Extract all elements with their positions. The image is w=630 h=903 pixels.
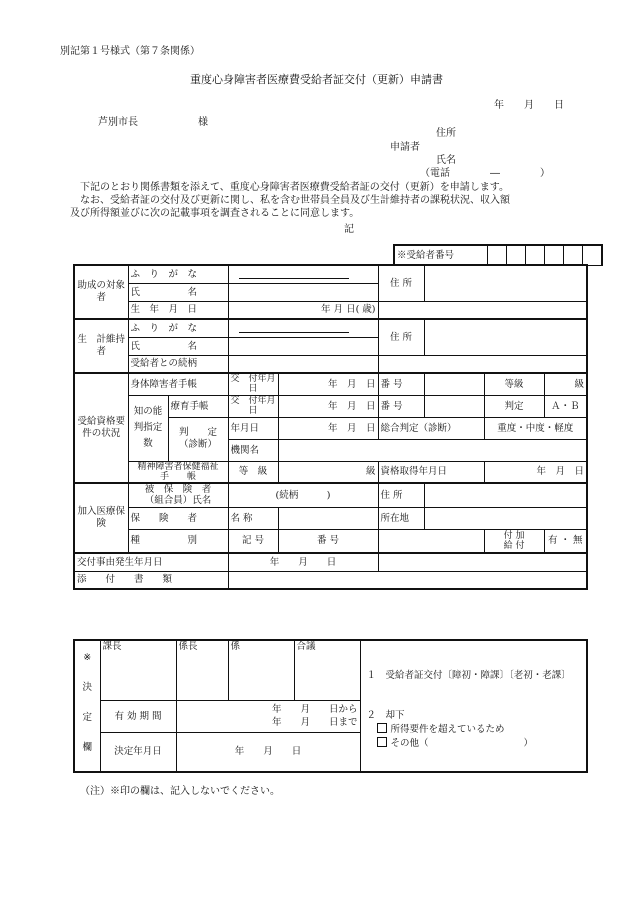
date-line: 年 月 日	[494, 100, 564, 111]
footnote: （注）※印の欄は、記入しないでください。	[80, 786, 280, 797]
overall-label: 総合判定（診断）	[378, 417, 484, 439]
hantei-diag-label: 判 定（診断）	[168, 417, 228, 461]
supporter-relation-label: 受給者との続柄	[128, 355, 228, 373]
recipient-number-cell[interactable]	[583, 245, 603, 265]
kigo-bango-field[interactable]	[378, 529, 484, 553]
mental-grade-label: 等 級	[228, 461, 278, 483]
form-number: 別記第１号様式（第７条関係）	[60, 46, 200, 57]
insurer-label: 保 険 者	[128, 507, 228, 529]
physical-book-label: 身体障害者手帳	[128, 373, 228, 395]
decision-options	[360, 640, 587, 772]
physical-number-field[interactable]	[424, 373, 484, 395]
hantei-date-label: 年月日	[228, 417, 278, 439]
supporter-name-label: 氏 名	[128, 337, 228, 355]
status-section-label: 受給資格要件の状況	[74, 373, 128, 483]
insurance-section-label: 加入医療保険	[74, 483, 128, 553]
recipient-number-label: ※受給者番号	[394, 245, 488, 265]
insured-relation[interactable]: (続柄 )	[228, 483, 378, 507]
kacho-stamp[interactable]: 課長	[100, 640, 176, 700]
ryoiku-issued-label: 交 付年月日	[228, 395, 278, 417]
ryoiku-judgement-field[interactable]: Ａ・Ｂ	[544, 395, 587, 417]
name-label: 氏名	[436, 155, 456, 166]
insured-label: 被 保 険 者 （組合員）氏名	[128, 483, 228, 507]
recipient-number-cell[interactable]	[507, 245, 526, 265]
addressee: 芦別市長 様	[98, 117, 208, 128]
intro-line-2: なお、受給者証の交付及び更新に関し、私を含む世帯員全員及び生計維持者の課税状況、収入額	[70, 195, 510, 206]
applicant-label: 申請者	[390, 142, 420, 153]
bango-label: 番 号	[278, 529, 378, 553]
address-label: 住所	[436, 128, 456, 139]
institution-field[interactable]	[278, 439, 587, 461]
physical-number-label: 番 号	[378, 373, 424, 395]
cause-date-field[interactable]: 年 月 日	[228, 553, 378, 571]
supporter-furigana-field[interactable]	[228, 319, 378, 337]
insurer-name-field[interactable]	[278, 507, 378, 529]
supporter-address-field[interactable]	[424, 319, 587, 355]
option-other[interactable]: その他（ ）	[367, 737, 581, 751]
additional-benefit-field[interactable]: 有 ・ 無	[544, 529, 587, 553]
checkbox-icon[interactable]	[377, 723, 387, 733]
institution-label: 機関名	[228, 439, 278, 461]
subject-furigana-label: ふ り が な	[128, 265, 228, 283]
intro-line-3: 及び所得額並びに次の記載事項を調査されることに同意します。	[70, 208, 360, 219]
qual-date-field[interactable]: 年 月 日	[484, 461, 587, 483]
recipient-number-cell[interactable]	[526, 245, 545, 265]
type-label: 種 別	[128, 529, 228, 553]
cause-extra	[378, 553, 587, 571]
recipient-number-box	[393, 244, 603, 266]
ryoiku-judgement-label: 判定	[484, 395, 544, 417]
subject-section-label: 助成の対象者	[74, 265, 128, 319]
physical-issued-date[interactable]: 年 月 日	[278, 373, 378, 395]
insurer-location-field[interactable]	[424, 507, 587, 529]
recipient-number-cell[interactable]	[488, 245, 507, 265]
form-title: 重度心身障害者医療費受給者証交付（更新）申請書	[190, 73, 443, 86]
ryoiku-number-label: 番 号	[378, 395, 424, 417]
recipient-number-cell[interactable]	[545, 245, 564, 265]
option-issue[interactable]: １ 受給者証交付〔障初・障課〕〔老初・老課〕	[366, 670, 571, 681]
supporter-furigana-label: ふ り が な	[128, 319, 228, 337]
cause-date-label: 交付事由発生年月日	[74, 553, 228, 571]
subject-address-label: 住 所	[378, 265, 424, 301]
option-income[interactable]: 所得要件を超えているため	[367, 723, 581, 737]
kakaricho-stamp[interactable]: 係長	[176, 640, 228, 700]
main-form-table	[73, 264, 588, 590]
decision-table	[73, 639, 588, 773]
qual-date-label: 資格取得年月日	[378, 461, 484, 483]
subject-birth-field[interactable]: 年 月 日( 歳)	[228, 301, 378, 319]
kigo-label: 記 号	[228, 529, 278, 553]
ki-label: 記	[344, 224, 354, 235]
option-reject[interactable]: ２ 却下	[366, 710, 405, 721]
hantei-date-field[interactable]: 年 月 日	[278, 417, 378, 439]
attached-field[interactable]	[228, 571, 587, 589]
severity-field[interactable]: 重度・中度・軽度	[484, 417, 587, 439]
recipient-number-cell[interactable]	[564, 245, 583, 265]
decision-date-label: 決定年月日	[100, 732, 176, 772]
validity-label: 有 効 期 間	[100, 700, 176, 732]
gougi-stamp[interactable]: 合議	[294, 640, 360, 700]
attached-label: 添 付 書 類	[74, 571, 228, 589]
insured-address-field[interactable]	[424, 483, 587, 507]
kakari-stamp[interactable]: 係	[228, 640, 294, 700]
physical-grade-label: 等級	[484, 373, 544, 395]
supporter-name-field[interactable]	[228, 337, 378, 355]
decision-date-field[interactable]: 年 月 日	[176, 732, 360, 772]
subject-birth-label: 生 年 月 日	[128, 301, 228, 319]
physical-issued-label: 交 付年月日	[228, 373, 278, 395]
decision-side-label: ※ 決 定 欄	[74, 640, 100, 772]
supporter-extra	[378, 355, 587, 373]
intellect-label: 知の能判指定数	[128, 395, 168, 461]
insurer-location-label: 所在地	[378, 507, 424, 529]
additional-benefit-label: 付 加 給 付	[484, 529, 544, 553]
validity-field[interactable]: 年 月 日から 年 月 日まで	[176, 700, 360, 732]
intro-line-1: 下記のとおり関係書類を添えて、重度心身障害者医療費受給者証の交付（更新）を申請します。	[70, 182, 509, 193]
insured-address-label: 住 所	[378, 483, 424, 507]
subject-name-field[interactable]	[228, 283, 378, 301]
phone-label: （電話 ― ）	[420, 168, 550, 179]
supporter-section-label: 生 計維持者	[74, 319, 128, 373]
mental-book-label: 精神障害者保健福祉 手 帳	[128, 461, 228, 483]
mental-grade-field[interactable]: 級	[278, 461, 378, 483]
supporter-relation-field[interactable]	[228, 355, 378, 373]
checkbox-icon[interactable]	[377, 737, 387, 747]
subject-name-label: 氏 名	[128, 283, 228, 301]
ryoiku-book-label: 療育手帳	[168, 395, 228, 417]
subject-address-field[interactable]	[424, 265, 587, 301]
subject-extra	[378, 301, 587, 319]
ryoiku-number-field[interactable]	[424, 395, 484, 417]
subject-furigana-field[interactable]	[228, 265, 378, 283]
supporter-address-label: 住 所	[378, 319, 424, 355]
insurer-name-label: 名 称	[228, 507, 278, 529]
physical-grade-field[interactable]: 級	[544, 373, 587, 395]
ryoiku-issued-date[interactable]: 年 月 日	[278, 395, 378, 417]
